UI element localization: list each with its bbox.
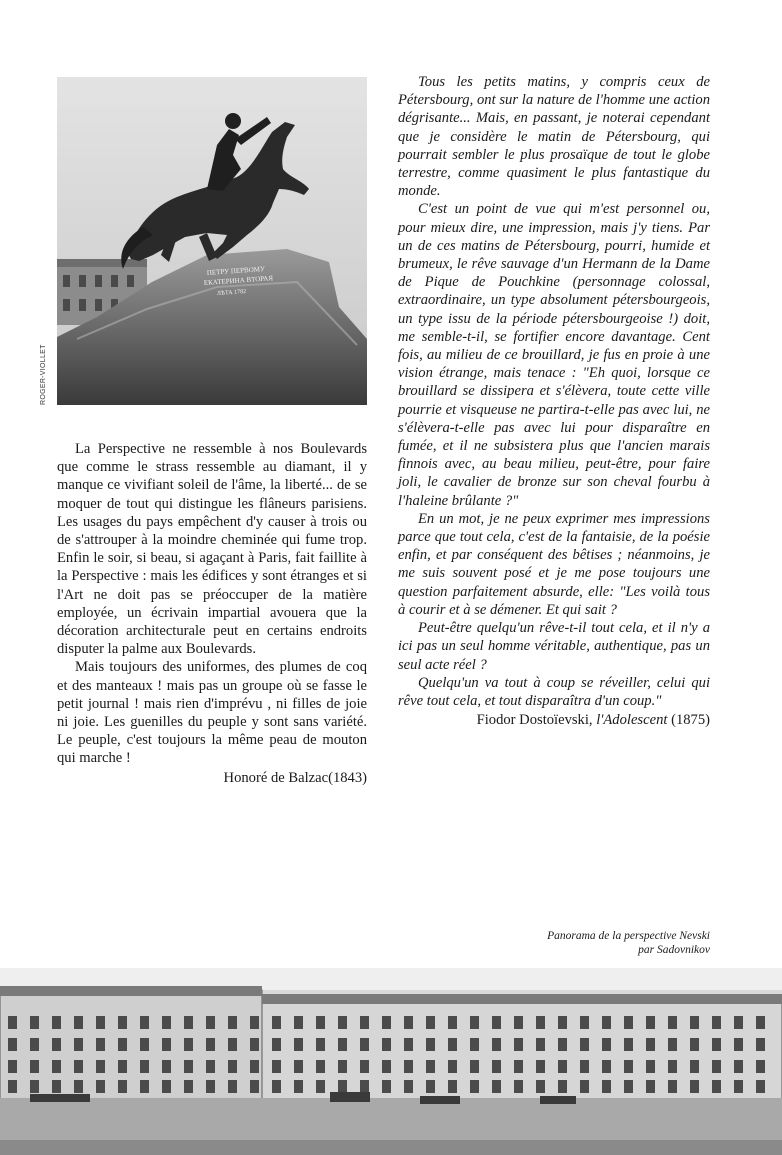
window bbox=[360, 1016, 369, 1029]
window bbox=[404, 1016, 413, 1029]
window bbox=[316, 1080, 325, 1093]
window bbox=[74, 1016, 83, 1029]
window bbox=[338, 1016, 347, 1029]
window bbox=[536, 1038, 545, 1051]
window bbox=[690, 1080, 699, 1093]
window bbox=[514, 1038, 523, 1051]
window bbox=[338, 1038, 347, 1051]
window bbox=[668, 1038, 677, 1051]
window bbox=[448, 1080, 457, 1093]
window bbox=[734, 1080, 743, 1093]
window bbox=[580, 1038, 589, 1051]
window bbox=[602, 1016, 611, 1029]
window bbox=[734, 1016, 743, 1029]
window bbox=[756, 1080, 765, 1093]
window bbox=[382, 1060, 391, 1073]
window bbox=[668, 1060, 677, 1073]
window bbox=[470, 1060, 479, 1073]
window bbox=[96, 1038, 105, 1051]
window bbox=[140, 1038, 149, 1051]
caption-line-1: Panorama de la perspective Nevski bbox=[547, 930, 710, 942]
balzac-quote bbox=[57, 440, 367, 787]
window bbox=[118, 1016, 127, 1029]
window bbox=[52, 1080, 61, 1093]
window bbox=[162, 1080, 171, 1093]
window bbox=[690, 1060, 699, 1073]
bronze-horseman-photo bbox=[57, 77, 367, 405]
window bbox=[470, 1038, 479, 1051]
window bbox=[206, 1060, 215, 1073]
window bbox=[74, 1060, 83, 1073]
window bbox=[712, 1038, 721, 1051]
window bbox=[294, 1080, 303, 1093]
window bbox=[492, 1016, 501, 1029]
window bbox=[140, 1080, 149, 1093]
window bbox=[536, 1080, 545, 1093]
window bbox=[536, 1060, 545, 1073]
window bbox=[206, 1038, 215, 1051]
paragraph: C'est un point de vue qui m'est personnel ou, pour mieux dire, une impression, mais j'y tiens. Par un de ces matins de Pétersbourg, pourri, humide et brumeux, le rêve sauvage d'un Hermann de la Dame de Pique de Pouchkine (personnage colossal, extraordinaire, un type absolument pétersbourgeois, un type issu de la période pétersbourgeoise !) doit, me semble-t-il, se fortifier encore davantage. Cent fois, au milieu de ce brouillard, je fus en proie à une vision étrange, mais tenace : "Eh quoi, lorsque ce brouillard se dissipera et s'élèvera, toute cette ville pourrie et visqueuse ne partira-t-elle pas avec lui, ne s'élèvera-t-elle pas avec lui pour disparaître en fumée, et il ne subsistera plus que l'ancien marais finnois avec, au beau milieu, peut-être, pour faire joli, le cavalier de bronze sur son cheval fourbu à l'haleine brûlante ?" bbox=[398, 201, 710, 509]
window bbox=[536, 1016, 545, 1029]
window bbox=[624, 1060, 633, 1073]
window bbox=[668, 1080, 677, 1093]
window bbox=[492, 1060, 501, 1073]
window bbox=[602, 1080, 611, 1093]
window bbox=[646, 1016, 655, 1029]
window bbox=[646, 1038, 655, 1051]
window bbox=[690, 1016, 699, 1029]
signature-work: l'Adolescent bbox=[596, 712, 668, 729]
window bbox=[756, 1016, 765, 1029]
window bbox=[558, 1060, 567, 1073]
window bbox=[690, 1038, 699, 1051]
window bbox=[624, 1080, 633, 1093]
paragraph: La Perspective ne ressemble à nos Boulevards que comme le strass ressemble au diamant, il y manque ce vivifiant soleil de l'âme, la liberté... de se moquer de tout qui distingue les flâneurs parisiens. Les usages du pays empêchent d'y causer à trois ou de s'attrouper à la moindre cheminée qui fume trop. Enfin le soir, si beau, si agaçant à Paris, fait faillite à la Perspective : mais les édifices y sont étranges et si l'Art ne doit pas se préoccuper de la matière employée, un écrivain impartial avouera que la décoration architecturale peut en certains endroits disputer la palme aux Boulevards. bbox=[57, 441, 367, 658]
window bbox=[52, 1016, 61, 1029]
window bbox=[734, 1060, 743, 1073]
window bbox=[426, 1060, 435, 1073]
window bbox=[448, 1016, 457, 1029]
window bbox=[470, 1016, 479, 1029]
window bbox=[602, 1060, 611, 1073]
window bbox=[228, 1038, 237, 1051]
window bbox=[250, 1016, 259, 1029]
window bbox=[118, 1060, 127, 1073]
window bbox=[514, 1080, 523, 1093]
window bbox=[448, 1060, 457, 1073]
window bbox=[228, 1060, 237, 1073]
window bbox=[184, 1038, 193, 1051]
window bbox=[96, 1060, 105, 1073]
window bbox=[228, 1016, 237, 1029]
window bbox=[382, 1016, 391, 1029]
plaque-text-1: ПЕТРУ ПЕРВОМУ bbox=[206, 264, 266, 277]
window bbox=[74, 1080, 83, 1093]
window bbox=[404, 1080, 413, 1093]
window bbox=[228, 1080, 237, 1093]
window bbox=[8, 1060, 17, 1073]
dostoevsky-signature bbox=[398, 711, 710, 729]
window bbox=[360, 1080, 369, 1093]
window bbox=[624, 1016, 633, 1029]
window bbox=[470, 1080, 479, 1093]
window bbox=[558, 1038, 567, 1051]
window bbox=[646, 1060, 655, 1073]
window bbox=[316, 1060, 325, 1073]
window bbox=[30, 1038, 39, 1051]
window bbox=[8, 1080, 17, 1093]
window bbox=[206, 1016, 215, 1029]
window bbox=[8, 1016, 17, 1029]
window bbox=[118, 1038, 127, 1051]
paragraph: Peut-être quelqu'un rêve-t-il tout cela, et il n'y a ici pas un seul homme véritable, authentique, pas un seul acte réel ? bbox=[398, 620, 710, 673]
signature-author: Fiodor Dostoïevski, bbox=[476, 712, 593, 729]
window bbox=[602, 1038, 611, 1051]
window bbox=[316, 1016, 325, 1029]
window bbox=[426, 1080, 435, 1093]
window bbox=[448, 1038, 457, 1051]
window bbox=[74, 1038, 83, 1051]
window bbox=[118, 1080, 127, 1093]
window bbox=[712, 1060, 721, 1073]
window bbox=[492, 1080, 501, 1093]
balzac-signature: Honoré de Balzac(1843) bbox=[223, 769, 367, 786]
plaque-text-3: ЛѢТА 1782 bbox=[216, 288, 247, 297]
window bbox=[206, 1080, 215, 1093]
plaque-text-2: ЕКАТЕРИНА ВТОРАЯ bbox=[203, 274, 274, 287]
window bbox=[96, 1016, 105, 1029]
window bbox=[294, 1038, 303, 1051]
window bbox=[580, 1080, 589, 1093]
window bbox=[52, 1060, 61, 1073]
window bbox=[712, 1080, 721, 1093]
window bbox=[140, 1016, 149, 1029]
window bbox=[404, 1060, 413, 1073]
window bbox=[624, 1038, 633, 1051]
window bbox=[492, 1038, 501, 1051]
window bbox=[756, 1038, 765, 1051]
window bbox=[646, 1080, 655, 1093]
window bbox=[712, 1016, 721, 1029]
window bbox=[30, 1060, 39, 1073]
window bbox=[404, 1038, 413, 1051]
paragraph: En un mot, je ne peux exprimer mes impressions parce que tout cela, c'est de la fantaisie, de la poésie enfin, et par conséquent des bêtises ; néanmoins, je me suis souvent posé et je me pose toujours une question parfaitement absurde, elle: "Les voilà tous à courir et à se démener. Et qui sait ? bbox=[398, 510, 710, 618]
window bbox=[250, 1038, 259, 1051]
window bbox=[294, 1060, 303, 1073]
window bbox=[30, 1016, 39, 1029]
signature-year: (1875) bbox=[671, 712, 710, 729]
window bbox=[140, 1060, 149, 1073]
nevsky-panorama-image bbox=[0, 968, 782, 1155]
window bbox=[668, 1016, 677, 1029]
window bbox=[162, 1038, 171, 1051]
window bbox=[514, 1060, 523, 1073]
window bbox=[514, 1016, 523, 1029]
window bbox=[250, 1080, 259, 1093]
window bbox=[30, 1080, 39, 1093]
window bbox=[316, 1038, 325, 1051]
window bbox=[558, 1016, 567, 1029]
window bbox=[338, 1080, 347, 1093]
panorama-caption bbox=[430, 929, 710, 957]
paragraph: Quelqu'un va tout à coup se réveiller, celui qui rêve tout cela, et tout disparaîtra d'un coup." bbox=[398, 674, 710, 709]
window bbox=[426, 1038, 435, 1051]
window bbox=[294, 1016, 303, 1029]
window bbox=[272, 1038, 281, 1051]
window bbox=[250, 1060, 259, 1073]
window bbox=[580, 1060, 589, 1073]
window bbox=[382, 1038, 391, 1051]
window bbox=[360, 1060, 369, 1073]
photo-credit: ROGER-VIOLLET bbox=[40, 344, 47, 405]
window bbox=[8, 1038, 17, 1051]
window bbox=[184, 1080, 193, 1093]
paragraph: Mais toujours des uniformes, des plumes de coq et des manteaux ! mais pas un groupe où se fasse le petit journal ! mais rien d'imprévu , ni filles de joie ni joie. Les guenilles du peuple y sont sans variété. Le peuple, c'est toujours la même peau de mouton qui marche ! bbox=[57, 659, 367, 767]
dostoevsky-quote bbox=[398, 73, 710, 729]
window bbox=[272, 1016, 281, 1029]
window bbox=[360, 1038, 369, 1051]
paragraph: Tous les petits matins, y compris ceux de Pétersbourg, ont sur la nature de l'homme une action dégrisante... Mais, en passant, je noterai cependant que je considère le matin de Pétersbourg, qui pourrait sembler le plus prosaïque de tout le globe terrestre, comme quasiment le plus fantastique du monde. bbox=[398, 74, 710, 200]
window bbox=[426, 1016, 435, 1029]
window bbox=[272, 1080, 281, 1093]
window bbox=[756, 1060, 765, 1073]
window bbox=[184, 1016, 193, 1029]
window bbox=[162, 1016, 171, 1029]
window bbox=[272, 1060, 281, 1073]
window bbox=[184, 1060, 193, 1073]
window bbox=[338, 1060, 347, 1073]
window bbox=[96, 1080, 105, 1093]
window bbox=[580, 1016, 589, 1029]
window bbox=[558, 1080, 567, 1093]
window bbox=[382, 1080, 391, 1093]
window bbox=[52, 1038, 61, 1051]
caption-line-2: par Sadovnikov bbox=[638, 944, 710, 956]
window bbox=[162, 1060, 171, 1073]
window bbox=[734, 1038, 743, 1051]
